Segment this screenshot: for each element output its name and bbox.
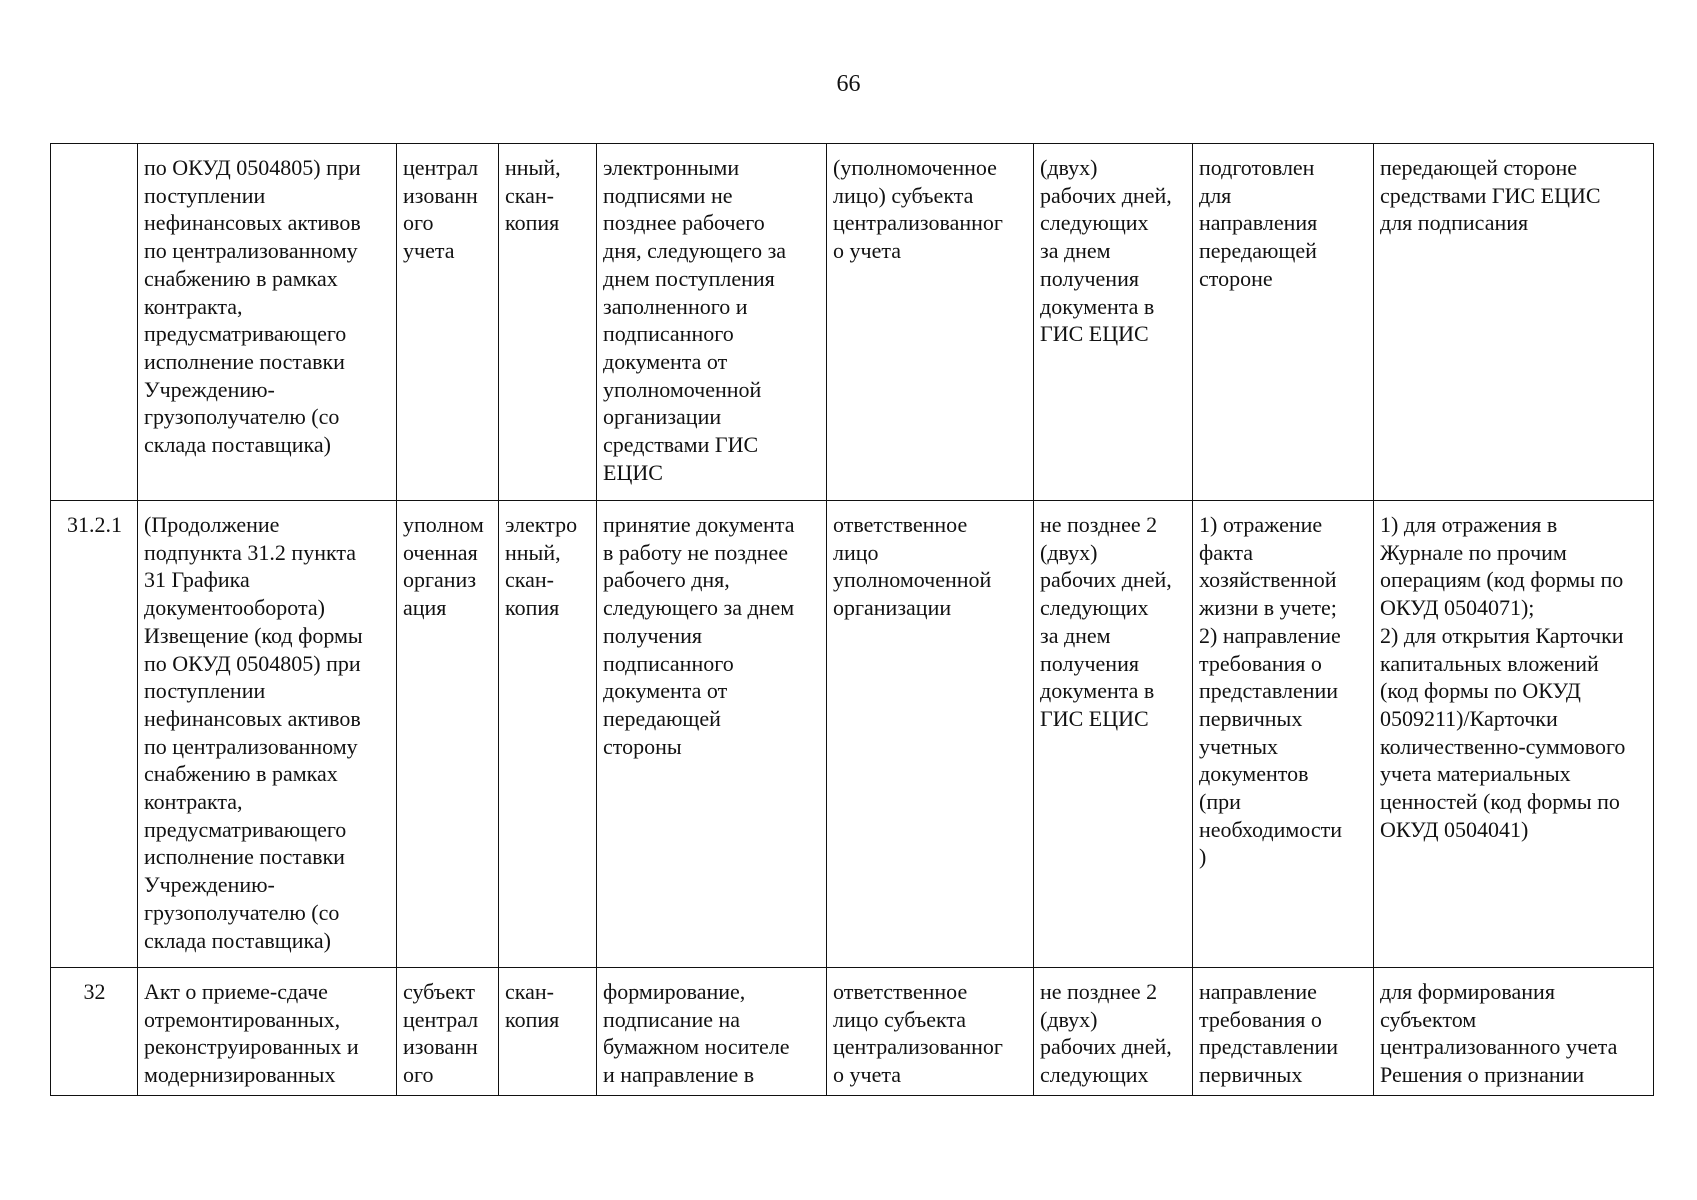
cell-procedure: принятие документа в работу не позднее рабочего дня, следующего за днем получения подписанного документа от передающей стороны [597, 501, 827, 968]
cell-document-name: Акт о приеме-сдаче отремонтированных, реконструированных и модернизированных [138, 968, 397, 1096]
table-row [51, 144, 1654, 501]
cell-action: 1) отражение факта хозяйственной жизни в учете; 2) направление требования о представлении первичных учетных документов (при необходимости ) [1193, 501, 1374, 968]
table-row [51, 501, 1654, 968]
cell-format: электро нный, скан- копия [499, 501, 597, 968]
cell-number: 32 [51, 968, 138, 1096]
document-table [50, 143, 1654, 1096]
cell-responsible: (уполномоченное лицо) субъекта централизованног о учета [827, 144, 1034, 501]
cell-action: подготовлен для направления передающей стороне [1193, 144, 1374, 501]
cell-originator: субъект централ изованн ого [397, 968, 499, 1096]
cell-document-name: по ОКУД 0504805) при поступлении нефинансовых активов по централизованному снабжению в рамках контракта, предусматривающего исполнение поставки Учреждению- грузополучателю (со склада поставщика) [138, 144, 397, 501]
cell-responsible: ответственное лицо субъекта централизованног о учета [827, 968, 1034, 1096]
cell-document-name: (Продолжение подпункта 31.2 пункта 31 Графика документооборота) Извещение (код формы по ОКУД 0504805) при поступлении нефинансовых активов по централизованному снабжению в рамках контракта, предусматривающего исполнение поставки Учреждению- грузополучателю (со склада поставщика) [138, 501, 397, 968]
cell-purpose: 1) для отражения в Журнале по прочим операциям (код формы по ОКУД 0504071); 2) для открытия Карточки капитальных вложений (код формы по ОКУД 0509211)/Карточки количественно-суммового учета материальных ценностей (код формы по ОКУД 0504041) [1374, 501, 1654, 968]
cell-deadline: не позднее 2 (двух) рабочих дней, следующих [1034, 968, 1193, 1096]
cell-deadline: (двух) рабочих дней, следующих за днем получения документа в ГИС ЕЦИС [1034, 144, 1193, 501]
cell-format: скан- копия [499, 968, 597, 1096]
page-number: 66 [836, 71, 861, 97]
cell-purpose: передающей стороне средствами ГИС ЕЦИС для подписания [1374, 144, 1654, 501]
cell-responsible: ответственное лицо уполномоченной организации [827, 501, 1034, 968]
cell-procedure: электронными подписями не позднее рабочего дня, следующего за днем поступления заполненного и подписанного документа от уполномоченной организации средствами ГИС ЕЦИС [597, 144, 827, 501]
cell-originator: централ изованн ого учета [397, 144, 499, 501]
table-row [51, 968, 1654, 1096]
cell-originator: уполном оченная организ ация [397, 501, 499, 968]
cell-format: нный, скан- копия [499, 144, 597, 501]
cell-number [51, 144, 138, 501]
cell-deadline: не позднее 2 (двух) рабочих дней, следующих за днем получения документа в ГИС ЕЦИС [1034, 501, 1193, 968]
cell-number: 31.2.1 [51, 501, 138, 968]
cell-action: направление требования о представлении первичных [1193, 968, 1374, 1096]
cell-procedure: формирование, подписание на бумажном носителе и направление в [597, 968, 827, 1096]
cell-purpose: для формирования субъектом централизованного учета Решения о признании [1374, 968, 1654, 1096]
